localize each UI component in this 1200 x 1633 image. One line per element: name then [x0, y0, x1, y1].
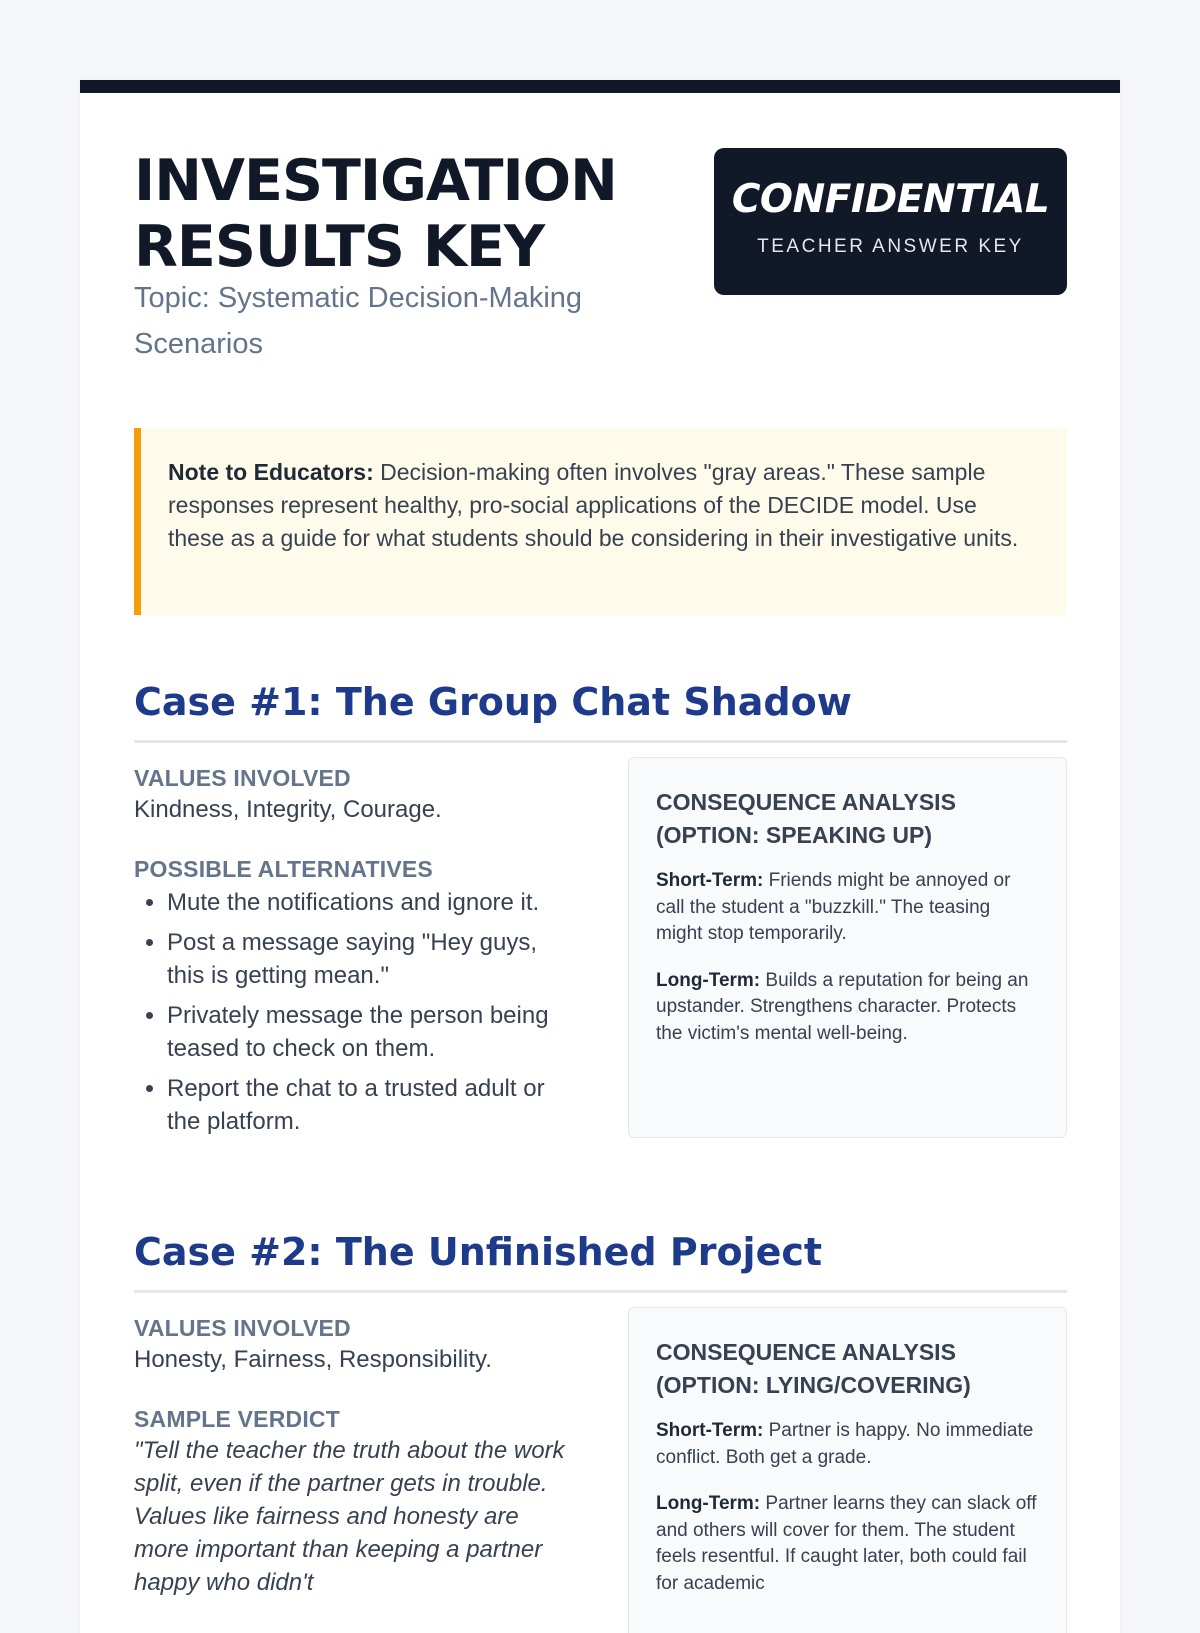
case-1-long-term [656, 968, 1039, 1048]
long-term-label: Long-Term: [656, 969, 761, 991]
case-2-long-term [656, 1491, 1039, 1597]
list-item: • Post a message saying "Hey guys, this is getting mean." [167, 926, 574, 992]
confidential-stamp [714, 148, 1067, 295]
case-1-alternatives-list [134, 886, 574, 1138]
case-2-verdict-label: SAMPLE VERDICT [134, 1406, 340, 1432]
case-2-consequence-box [628, 1307, 1067, 1633]
case-2-verdict: "Tell the teacher the truth about the work split, even if the partner gets in trouble. Values like fairness and honesty are more important than keeping a partner happy who didn't [134, 1437, 565, 1596]
case-2-values-label: VALUES INVOLVED [134, 1315, 351, 1341]
title-line-2: RESULTS KEY [134, 214, 545, 280]
stamp-sub-text: TEACHER ANSWER KEY [757, 236, 1024, 257]
case-1-alternatives-label: POSSIBLE ALTERNATIVES [134, 856, 433, 882]
case-1-values-label: VALUES INVOLVED [134, 765, 351, 791]
long-term-text: Partner learns they can slack off and others will cover for them. The student feels resentful. If caught later, both could fail for academic [656, 1493, 1037, 1594]
short-term-text: Partner is happy. No immediate conflict. Both get a grade. [656, 1420, 1034, 1468]
case-1-short-term [656, 868, 1039, 948]
note-text: Decision-making often involves "gray areas." These sample responses represent healthy, pro-social applications of the DECIDE model. Use these as a guide for what students should be considering in their investigative units. [168, 459, 1019, 551]
case-2-values: Honesty, Fairness, Responsibility. [134, 1346, 492, 1373]
list-item: • Privately message the person being teased to check on them. [167, 999, 574, 1065]
long-term-text: Builds a reputation for being an upstander. Strengthens character. Protects the victim's mental well-being. [656, 969, 1029, 1044]
document-header [134, 148, 1067, 388]
page-title [134, 148, 694, 280]
answer-key-page [80, 80, 1120, 1633]
stamp-main-text: CONFIDENTIAL [731, 177, 1050, 222]
list-item: • Report the chat to a trusted adult or the platform. [167, 1072, 574, 1138]
topic-subtitle: Topic: Systematic Decision-Making Scenarios [134, 282, 583, 360]
case-2-details [134, 1313, 574, 1599]
list-item: • Mute the notifications and ignore it. [167, 886, 574, 919]
note-lead: Note to Educators: [168, 459, 374, 485]
short-term-text: Friends might be annoyed or call the student a "buzzkill." The teasing might stop temporarily. [656, 870, 1011, 944]
long-term-label: Long-Term: [656, 1493, 761, 1514]
case-1-analysis-title: CONSEQUENCE ANALYSIS (OPTION: SPEAKING UP) [656, 789, 956, 848]
case-1-details [134, 763, 574, 1145]
title-line-1: INVESTIGATION [134, 148, 617, 214]
case-1-values: Kindness, Integrity, Courage. [134, 796, 442, 823]
case-2-title: Case #2: The Unfinished Project [134, 1228, 1067, 1293]
case-2-analysis-title: CONSEQUENCE ANALYSIS (OPTION: LYING/COVERING) [656, 1339, 971, 1398]
short-term-label: Short-Term: [656, 870, 764, 891]
case-1-consequence-box [628, 757, 1067, 1138]
case-1-title: Case #1: The Group Chat Shadow [134, 678, 1067, 743]
case-2-short-term [656, 1418, 1039, 1471]
short-term-label: Short-Term: [656, 1420, 764, 1441]
educator-note [134, 428, 1067, 615]
